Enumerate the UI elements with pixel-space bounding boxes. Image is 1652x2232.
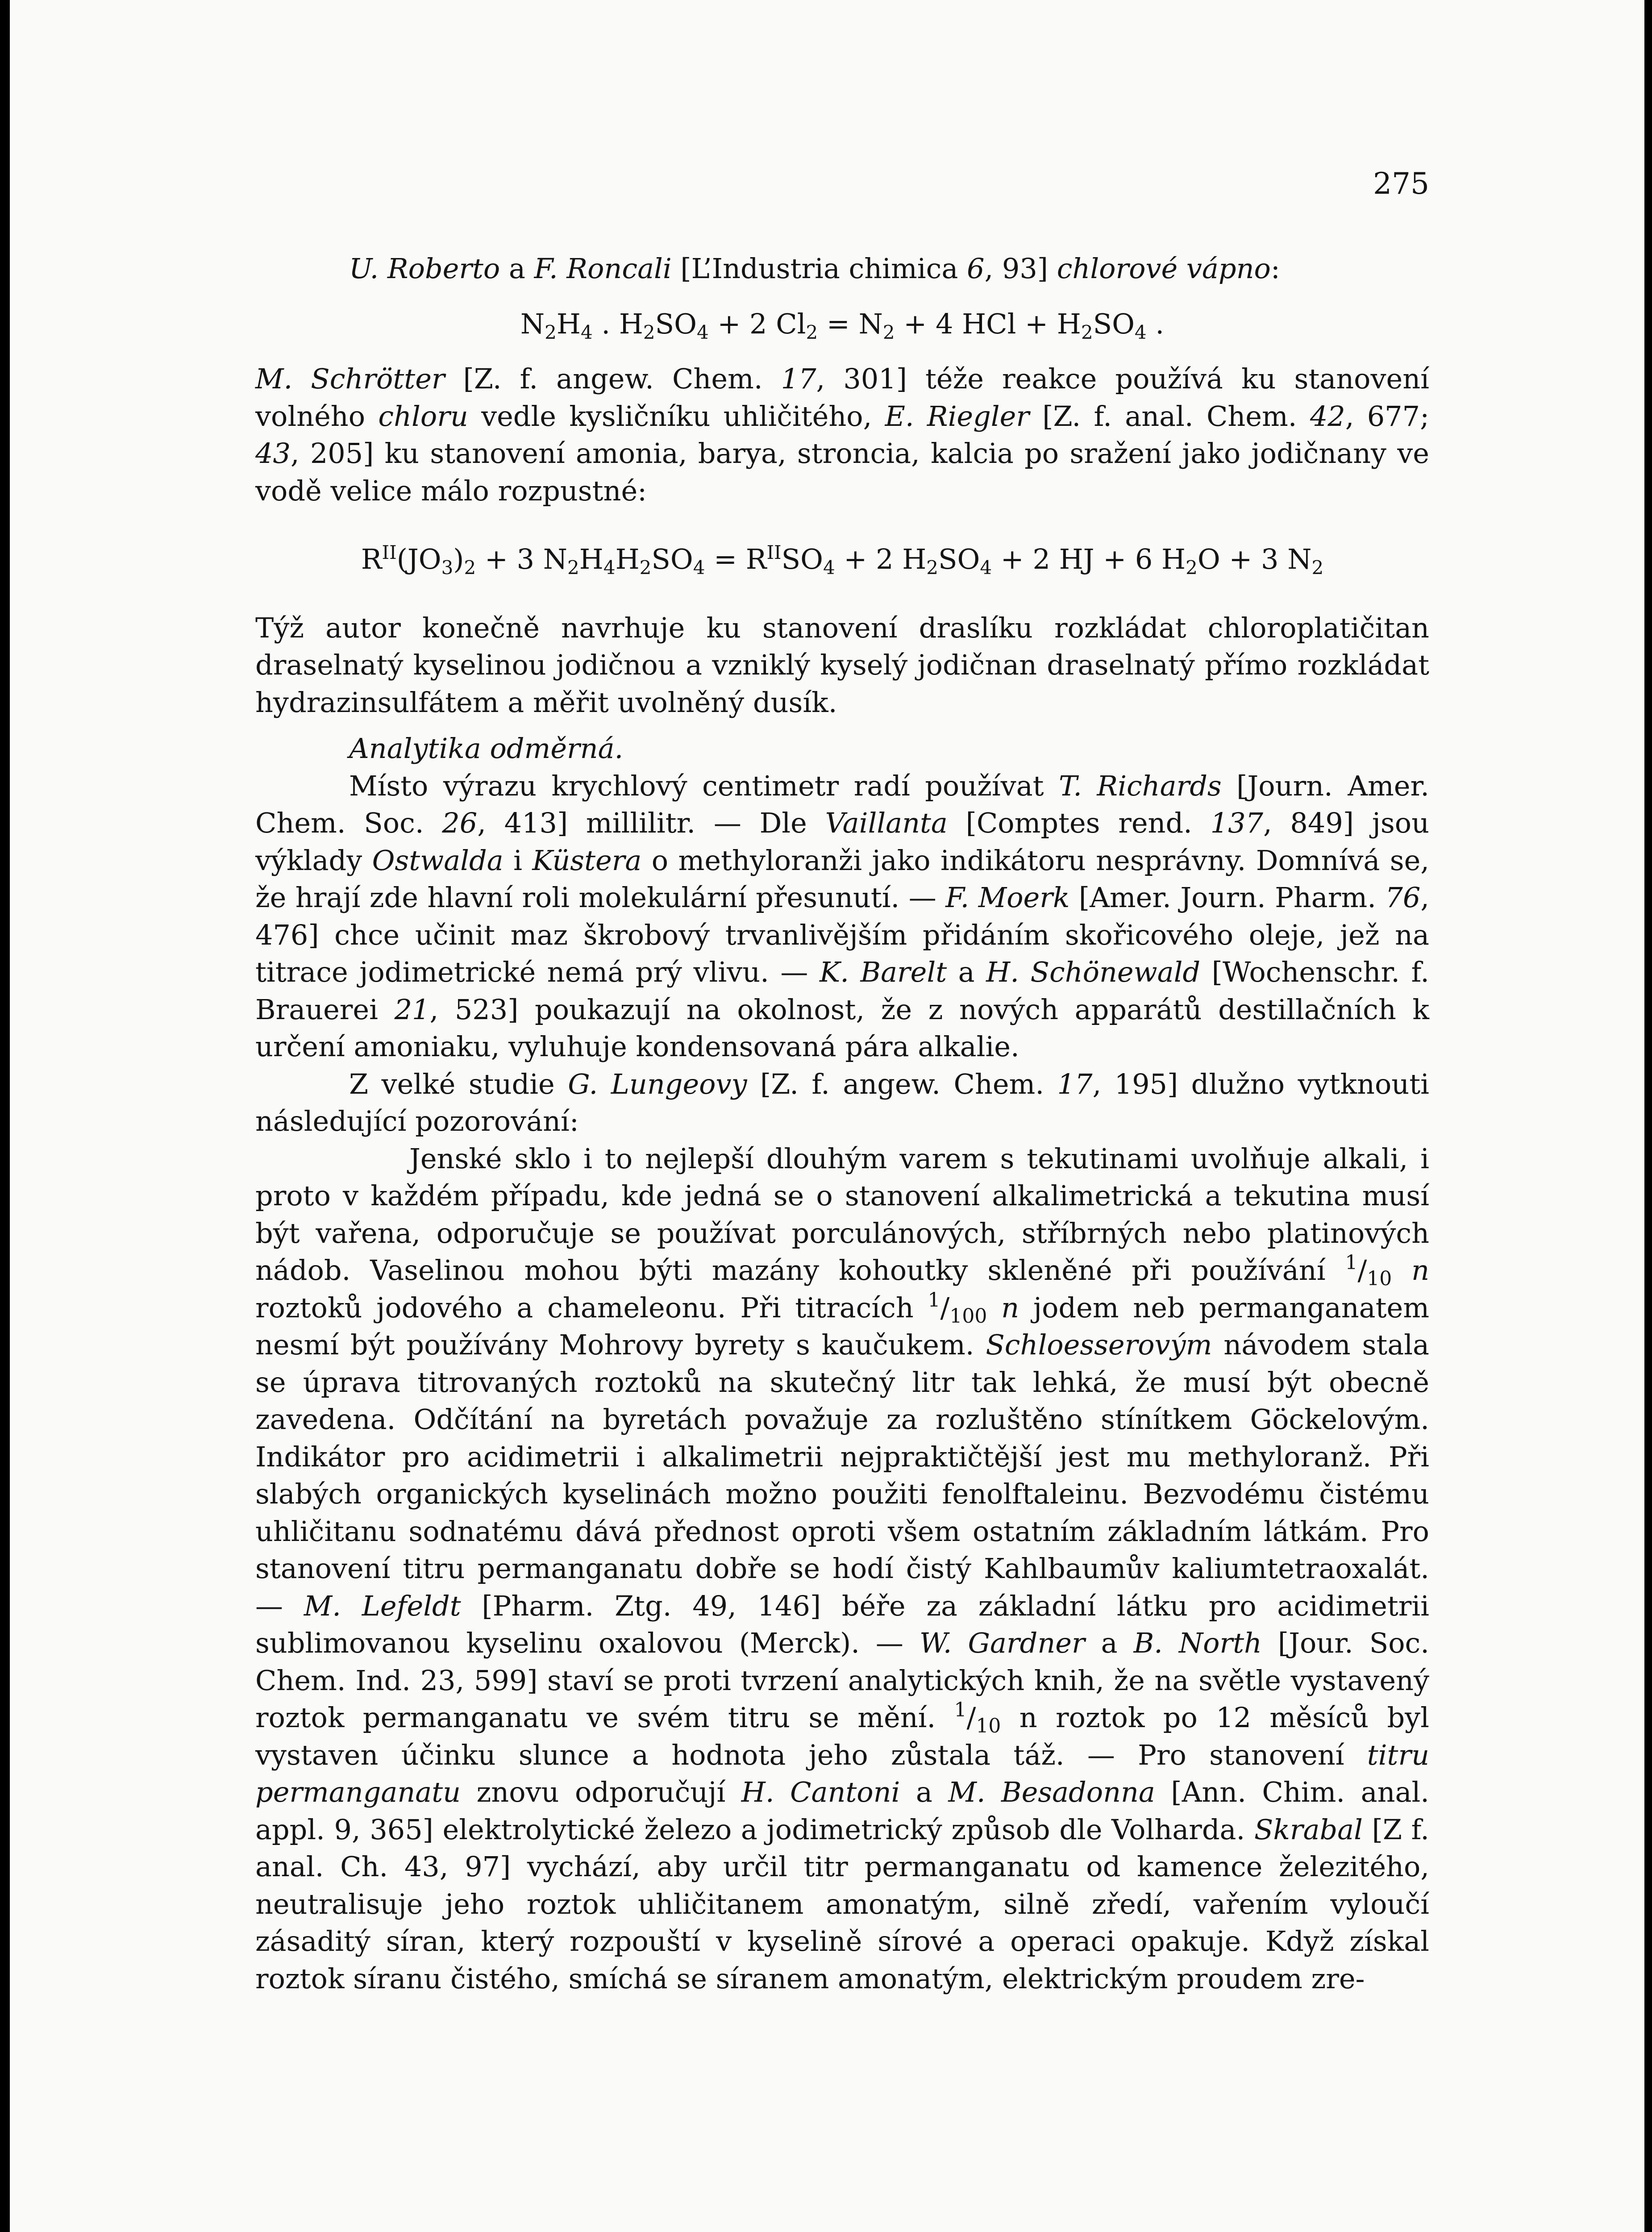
page-sheet <box>10 0 1644 2232</box>
equation-iodate: $R^{II}(JO_3)_2 + 3$ $N_2H_4H_2SO_4 = R^{II}SO_4 + 2$ $H_2SO_4 + 2$ HJ + 6 $H_2O + 3$ $N_2$ <box>361 541 1324 579</box>
paragraph-lunge: Z velké studie G. Lungeovy [Z. f. angew. Chem. 17, 195] dlužno vytknouti následující pozorování: <box>255 1067 1429 1137</box>
intro-paragraph: U. Roberto a F. Roncali [L’Industria chimica 6, 93] chlorové vápno: <box>349 252 1280 285</box>
paragraph-potassium: Týž autor konečně navrhuje ku stanovení draslíku rozkládat chloroplatičitan draselnatý kyselinou jodičnou a vzniklý kyselý jodičnan draselnatý přímo rozkládat hydrazinsulfátem a měřit uvolněný dusík. <box>255 611 1429 719</box>
author-roncali: F. Roncali <box>534 252 672 285</box>
paragraph-richards: Místo výrazu krychlový centimetr radí používat T. Richards [Journ. Amer. Chem. Soc. 26, 413] millilitr. — Dle Vaillanta [Comptes rend. 137, 849] jsou výklady Ostwalda i Küstera o methyloranži jako indikátoru nesprávny. Domnívá se, že hrají zde hlavní roli molekulární přesunutí. — F. Moerk [Amer. Journ. Pharm. 76, 476] chce učinit maz škrobový trvanlivějším přidáním skořicového oleje, jež na titrace jodimetrické nemá prý vlivu. — K. Barelt a H. Schönewald [Wochenschr. f. Brauerei 21, 523] poukazují na okolnost, že z nových apparátů destillačních k určení amoniaku, vyluhuje kondensovaná pára alkalie. <box>255 769 1429 1063</box>
paragraph-schrotter: M. Schrötter [Z. f. angew. Chem. 17, 301] téže reakce používá ku stanovení volného chloru vedle kysličníku uhličitého, E. Riegler [Z. f. anal. Chem. 42, 677; 43, 205] ku stanovení amonia, barya, stroncia, kalcia po sražení jako jodičnany ve vodě velice málo rozpustné: <box>255 362 1429 507</box>
page-content <box>255 147 1429 1997</box>
equation-hydrazine-chlorine: $N_2H_4$ . $H_2SO_4 + 2$ $Cl_2 = N_2 + 4$ HCl + $H_2SO_4$ . <box>520 307 1165 343</box>
section-heading: Analytika odměrná. <box>349 732 624 765</box>
paragraph-jena-glass: Jenské sklo i to nejlepší dlouhým varem s tekutinami uvolňuje alkali, i proto v každém případu, kde jedná se o stanovení alkalimetrická a tekutina musí být vařena, odporučuje se používat porculánových, stříbrných nebo platinových nádob. Vaselinou mohou býti mazány kohoutky skleněné při používání $^1$/10 n roztoků jodového a chameleonu. Při titracích $^1$/100 n jodem neb permanganatem nesmí být používány Mohrovy byrety s kaučukem. Schloesserovým návodem stala se úprava titrovaných roztoků na skutečný litr tak lehká, že musí být obecně zavedena. Odčítání na byretách považuje za rozluštěno stínítkem Göckelovým. Indikátor pro acidimetrii i alkalimetrii nejpraktičtější jest mu methyloranž. Při slabých organických kyselinách možno použiti fenolftaleinu. Bezvodému čistému uhličitanu sodnatému dává přednost oproti všem ostatním základním látkám. Pro stanovení titru permanganatu dobře se hodí čistý Kahlbaumův kaliumtetraoxalát. — M. Lefeldt [Pharm. Ztg. 49, 146] béře za základní látku pro acidimetrii sublimovanou kyselinu oxalovou (Merck). — W. Gardner a B. North [Jour. Soc. Chem. Ind. 23, 599] staví se proti tvrzení analytických knih, že na světle vystavený roztok permanganatu ve svém titru se mění. $^1$/10 n roztok po 12 měsíců byl vystaven účinku slunce a hodnota jeho zůstala táž. — Pro stanovení titru permanganatu znovu odporučují H. Cantoni a M. Besadonna [Ann. Chim. anal. appl. 9, 365] elektrolytické železo a jodimetrický způsob dle Volharda. Skrabal [Z f. anal. Ch. 43, 97] vychází, aby určil titr permanganatu od kamence železitého, neutralisuje jeho roztok uhličitanem amonatým, silně zředí, vařením vyloučí zásaditý síran, který rozpouští v kyselině sírové a operaci opakuje. Když získal roztok síranu čistého, smíchá se síranem amonatým, elektrickým proudem zre- <box>255 1142 1430 1995</box>
page-number: 275 <box>1373 167 1429 201</box>
topic-chlorove-vapno: chlorové vápno <box>1057 252 1271 285</box>
author-roberto: U. Roberto <box>349 252 500 285</box>
